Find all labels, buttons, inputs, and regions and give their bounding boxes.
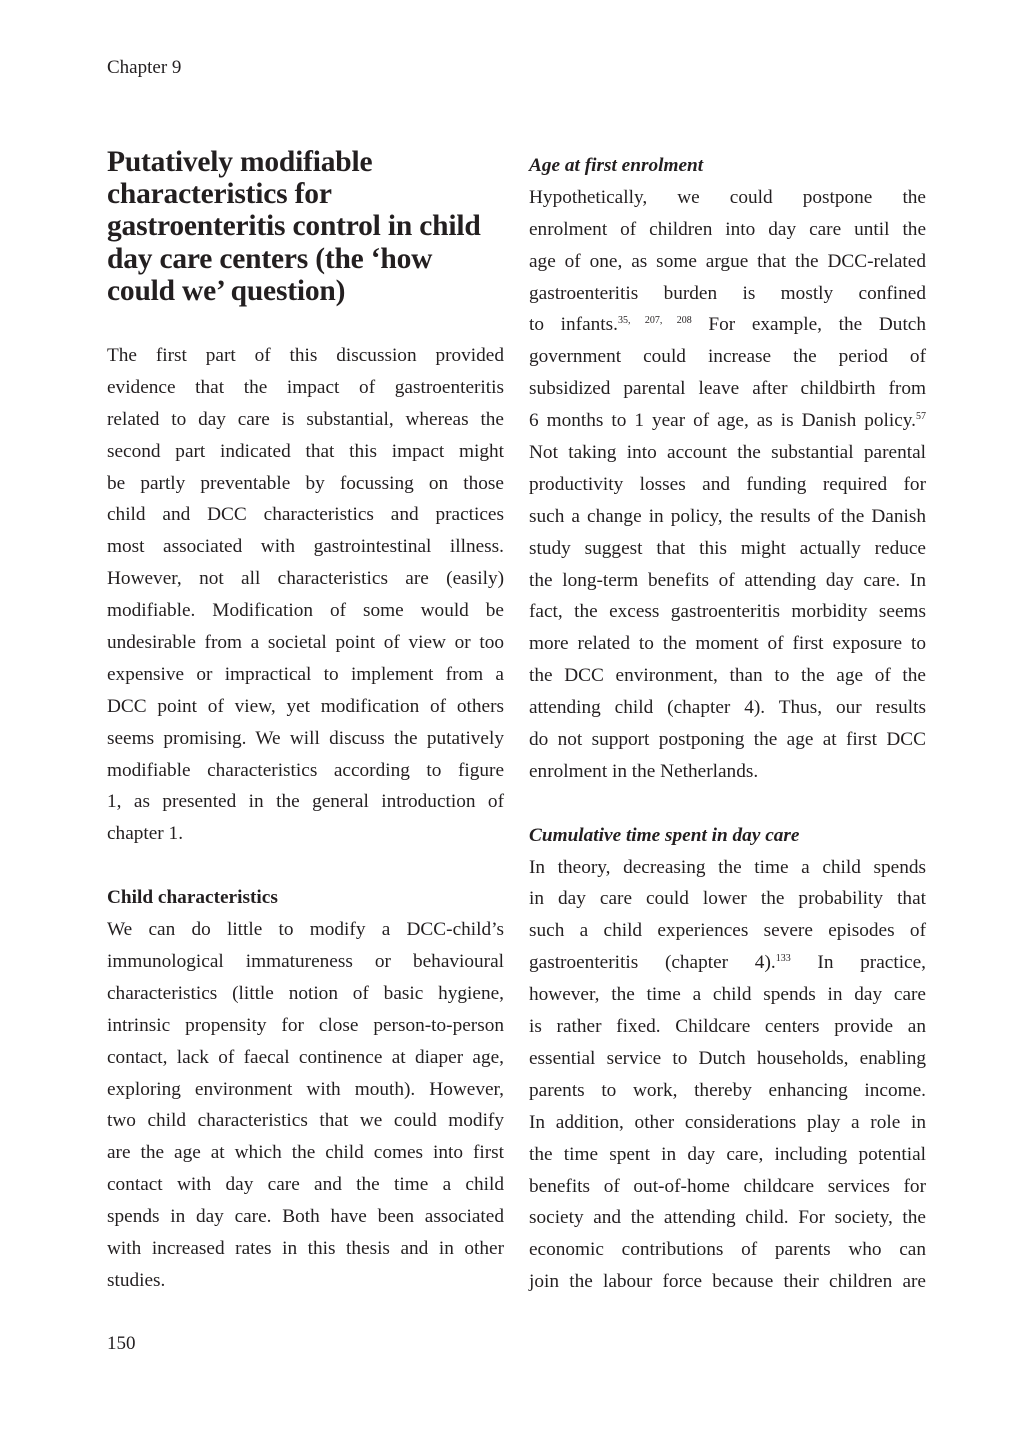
right-column: [529, 150, 926, 1298]
text-line: to infants.$^{35, 207, 208}$ For example, the Dutch: [529, 314, 927, 336]
text-line: 6 months to 1 year of age, as is Danish policy.$^{57}$: [529, 410, 926, 432]
text-line: characteristics (little notion of basic hygiene,: [107, 982, 504, 1004]
text-line: Not taking into account the substantial parental: [529, 442, 926, 464]
text-line: such a change in policy, the results of the Danish: [529, 505, 926, 527]
text-line: age of one, as some argue that the DCC-related: [529, 250, 926, 272]
citation-superscript: 35, 207, 208: [617, 315, 692, 327]
text-line: however, the time a child spends in day care: [529, 984, 926, 1006]
text-line: fact, the excess gastroenteritis morbidity seems: [529, 601, 926, 623]
title-line: could we’ question): [107, 274, 346, 307]
text-line: such a child experiences severe episodes of: [529, 920, 926, 942]
intro-paragraph: [107, 340, 504, 850]
text-line: Hypothetically, we could postpone the: [529, 186, 926, 208]
text-line: is rather fixed. Childcare centers provide an: [529, 1016, 926, 1038]
text-line: most associated with gastrointestinal illness.: [107, 536, 504, 558]
text-line: enrolment of children into day care until the: [529, 218, 926, 240]
page-number: 150: [107, 1333, 136, 1354]
citation-superscript: 57: [916, 411, 926, 423]
text-line: join the labour force because their children are: [529, 1271, 926, 1293]
text-line: intrinsic propensity for close person-to-person: [107, 1014, 504, 1036]
title-line: Putatively modifiable: [107, 146, 373, 178]
text-line: study suggest that this might actually reduce: [529, 537, 926, 559]
text-line: We can do little to modify a DCC-child’s: [107, 919, 504, 941]
cumulative-time-paragraph: [529, 852, 926, 1298]
child-characteristics-paragraph: [107, 914, 504, 1297]
text-line: enrolment in the Netherlands.: [529, 760, 759, 782]
age-at-first-enrolment-paragraph: [529, 182, 926, 788]
text-line: essential service to Dutch households, enabling: [529, 1047, 926, 1069]
text-line: expensive or impractical to implement from a: [107, 663, 504, 685]
text-line: modifiable. Modification of some would be: [107, 600, 504, 622]
text-line: exploring environment with mouth). However,: [107, 1078, 504, 1100]
text-line: In theory, decreasing the time a child spends: [529, 856, 926, 878]
text-line: related to day care is substantial, whereas the: [107, 408, 504, 430]
text-line: benefits of out-of-home childcare services for: [529, 1175, 926, 1197]
text-line: spends in day care. Both have been associated: [107, 1206, 504, 1228]
text-line: economic contributions of parents who can: [529, 1239, 926, 1261]
title-line: characteristics for: [107, 178, 332, 211]
text-line: subsidized parental leave after childbirth from: [529, 378, 926, 400]
citation-superscript: 133: [775, 953, 791, 965]
text-line: attending child (chapter 4). Thus, our results: [529, 697, 926, 719]
text-line: are the age at which the child comes into first: [107, 1142, 504, 1164]
running-head: Chapter 9: [107, 57, 182, 78]
section-title: [107, 146, 504, 307]
text-line: with increased rates in this thesis and in other: [107, 1237, 504, 1259]
text-line: be partly preventable by focussing on those: [107, 472, 504, 494]
text-line: DCC point of view, yet modification of others: [107, 695, 504, 717]
text-line: second part indicated that this impact might: [107, 440, 504, 462]
text-line: parents to work, thereby enhancing income.: [529, 1079, 926, 1101]
text-line: do not support postponing the age at first DCC: [529, 729, 926, 751]
text-line: 1, as presented in the general introduction of: [107, 791, 504, 813]
text-line: the DCC environment, than to the age of the: [529, 665, 926, 687]
text-line: contact, lack of faecal continence at diaper age,: [107, 1046, 504, 1068]
text-line: undesirable from a societal point of view or too: [107, 632, 504, 654]
text-line: contact with day care and the time a child: [107, 1174, 504, 1196]
text-line: two child characteristics that we could modify: [107, 1110, 504, 1132]
text-line: productivity losses and funding required for: [529, 473, 926, 495]
text-line: gastroenteritis burden is mostly confined: [529, 282, 926, 304]
title-line: gastroenteritis control in child: [107, 210, 481, 243]
text-line: studies.: [107, 1269, 166, 1291]
text-line: However, not all characteristics are (easily): [107, 568, 504, 590]
text-line: The first part of this discussion provided: [107, 345, 504, 367]
text-line: evidence that the impact of gastroenteritis: [107, 376, 504, 398]
text-line: child and DCC characteristics and practices: [107, 504, 504, 526]
text-line: government could increase the period of: [529, 346, 926, 368]
age-at-first-enrolment-heading: Age at first enrolment: [529, 155, 704, 176]
title-line: day care centers (the ‘how: [107, 242, 433, 275]
text-line: chapter 1.: [107, 823, 184, 845]
text-line: immunological immatureness or behavioural: [107, 950, 504, 972]
left-column: [107, 146, 504, 1297]
text-line: the time spent in day care, including potential: [529, 1143, 926, 1165]
text-line: gastroenteritis (chapter 4).$^{133}$ In practice,: [529, 952, 926, 974]
child-characteristics-heading: Child characteristics: [107, 887, 278, 909]
text-line: In addition, other considerations play a role in: [529, 1111, 926, 1133]
cumulative-time-heading: Cumulative time spent in day care: [529, 824, 800, 846]
text-line: more related to the moment of first exposure to: [529, 633, 926, 655]
text-line: in day care could lower the probability that: [529, 888, 926, 910]
text-line: society and the attending child. For society, the: [529, 1207, 926, 1229]
text-line: seems promising. We will discuss the putatively: [107, 727, 504, 749]
text-line: modifiable characteristics according to figure: [107, 759, 504, 781]
text-line: the long-term benefits of attending day care. In: [529, 569, 926, 591]
